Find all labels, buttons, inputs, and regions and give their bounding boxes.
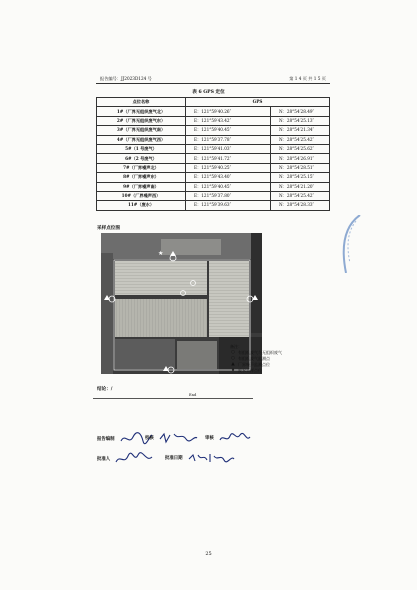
column-header-point: 点位名称 xyxy=(97,98,186,107)
reviewer-signature-row xyxy=(145,431,198,445)
table-title: 表 6 GPS 定位 xyxy=(192,90,225,95)
approval-date-row xyxy=(165,451,235,465)
longitude-cell: E：121°59′43.42″ xyxy=(186,116,271,125)
point-name-cell: 1#（厂界无组织废气北） xyxy=(97,107,186,116)
legend-label: 废水采样点位 xyxy=(238,368,262,373)
point-name-cell: 9#（厂界噪声南） xyxy=(97,182,186,191)
report-number: 报告编号：JJ2023D124 号 xyxy=(100,76,152,81)
latitude-cell: N：28°54′21.34″ xyxy=(271,126,330,135)
longitude-cell: E：121°59′39.63″ xyxy=(186,201,271,210)
point-name-cell: 2#（厂界无组织废气东） xyxy=(97,116,186,125)
svg-text:★: ★ xyxy=(158,250,164,257)
end-mark: End xyxy=(189,393,197,397)
table-row xyxy=(97,107,330,116)
point-name-cell: 3#（厂界无组织废气南） xyxy=(97,126,186,135)
map-section-title: 采样点位图 xyxy=(97,226,120,231)
longitude-cell: E：121°59′40.26″ xyxy=(186,107,271,116)
legend-title: 备注： xyxy=(230,344,242,349)
table-row xyxy=(97,126,330,135)
circle-icon: ○ xyxy=(231,350,235,355)
point-name-cell: 8#（厂界噪声东） xyxy=(97,173,186,182)
longitude-cell: E：121°59′40.25″ xyxy=(186,163,271,172)
table-row xyxy=(97,154,330,163)
checker-label: 审核 xyxy=(205,436,214,441)
point-name-cell: 4#（厂界无组织废气西） xyxy=(97,135,186,144)
legend-items xyxy=(230,350,282,374)
reviewer-signature xyxy=(158,431,198,445)
table-row xyxy=(97,173,330,182)
latitude-cell: N：28°54′28.49″ xyxy=(271,107,330,116)
handwritten-date xyxy=(187,451,235,465)
latitude-cell: N：28°54′25.62″ xyxy=(271,144,330,153)
latitude-cell: N：28°54′21.20″ xyxy=(271,182,330,191)
author-label: 报告编制 xyxy=(97,437,115,442)
circle-icon: ○ xyxy=(231,356,235,361)
table-row xyxy=(97,144,330,153)
page-info: 第 1 4 页 共 1 5 页 xyxy=(289,76,326,81)
legend-label: 有组织废气与无组织废气 xyxy=(238,350,282,355)
longitude-cell: E：121°59′41.03″ xyxy=(186,144,271,153)
point-name-cell: 5#（1 号废气） xyxy=(97,144,186,153)
approver-label: 批准人 xyxy=(97,457,111,462)
legend-item xyxy=(230,368,282,374)
longitude-cell: E：121°59′40.45″ xyxy=(186,126,271,135)
company-seal-stamp xyxy=(336,215,362,273)
approver-signature-row xyxy=(97,451,154,467)
point-name-cell: 6#（2 号废气） xyxy=(97,154,186,163)
table-row xyxy=(97,191,330,200)
map-legend xyxy=(230,344,282,374)
page-number: 25 xyxy=(205,551,212,557)
table-header-row xyxy=(97,98,330,107)
latitude-cell: N：28°54′25.42″ xyxy=(271,191,330,200)
latitude-cell: N：28°54′26.91″ xyxy=(271,154,330,163)
point-name-cell: 10#（厂界噪声西） xyxy=(97,191,186,200)
latitude-cell: N：28°54′25.42″ xyxy=(271,135,330,144)
latitude-cell: N：28°54′28.51″ xyxy=(271,163,330,172)
table-row xyxy=(97,163,330,172)
table-row xyxy=(97,116,330,125)
page-header xyxy=(96,74,330,84)
longitude-cell: E：121°59′40.45″ xyxy=(186,182,271,191)
table-row xyxy=(97,135,330,144)
latitude-cell: N：28°54′25.15″ xyxy=(271,173,330,182)
triangle-icon: ▲ xyxy=(231,362,235,367)
longitude-cell: E：121°59′37.80″ xyxy=(186,191,271,200)
point-name-cell: 7#（厂界噪声北） xyxy=(97,163,186,172)
table-row xyxy=(97,201,330,210)
longitude-cell: E：121°59′37.78″ xyxy=(186,135,271,144)
latitude-cell: N：28°54′25.13″ xyxy=(271,116,330,125)
reviewer-label: 校核 xyxy=(145,436,154,441)
header-rule xyxy=(96,83,330,84)
gps-table xyxy=(96,97,330,211)
table-body xyxy=(97,107,330,210)
checker-signature-row xyxy=(205,431,252,445)
legend-label: 厂界噪声监测点位 xyxy=(238,362,270,367)
longitude-cell: E：121°59′43.40″ xyxy=(186,173,271,182)
latitude-cell: N：28°54′28.33″ xyxy=(271,201,330,210)
legend-label: 有组织废气监测点 xyxy=(238,356,270,361)
conclusion: 结论：/ xyxy=(97,387,113,392)
longitude-cell: E：121°59′41.72″ xyxy=(186,154,271,163)
point-name-cell: 11#（废水） xyxy=(97,201,186,210)
table-row xyxy=(97,182,330,191)
star-icon: ★ xyxy=(230,368,236,373)
checker-signature xyxy=(218,431,252,445)
approver-signature xyxy=(114,451,154,467)
date-label: 批准日期 xyxy=(165,456,183,461)
column-header-gps: GPS xyxy=(186,98,330,107)
signature-rule xyxy=(93,398,253,399)
